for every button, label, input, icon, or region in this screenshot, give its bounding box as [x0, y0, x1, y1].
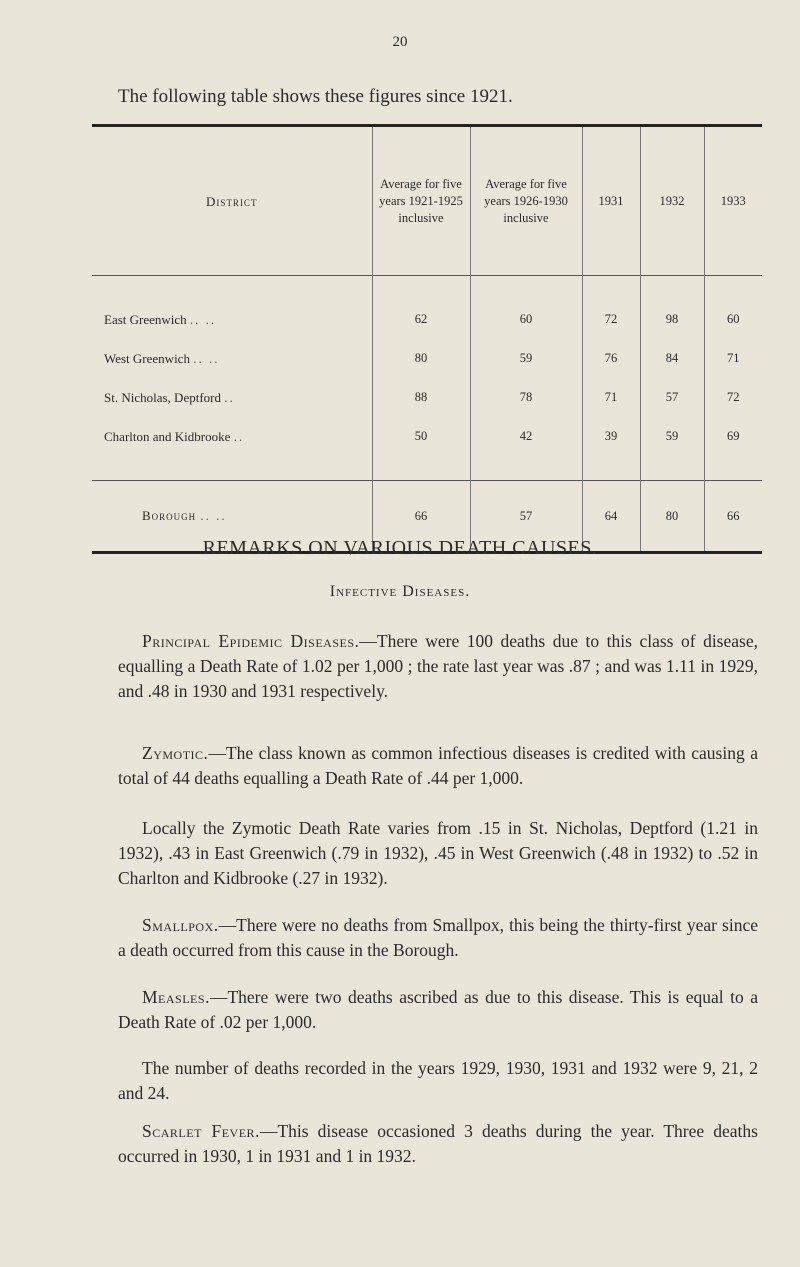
- cell: 72: [582, 300, 640, 339]
- cell: 50: [372, 417, 470, 456]
- cell: 80: [372, 339, 470, 378]
- row-name: East Greenwich: [104, 311, 187, 327]
- cell: 64: [582, 481, 640, 551]
- cell: 88: [372, 378, 470, 417]
- cell: 98: [640, 300, 704, 339]
- paragraph-scarlet-fever: Scarlet Fever.—This disease occasioned 3 deaths during the year. Three deaths occurred in 1930, 1 in 1931 and 1 in 1932.: [118, 1121, 758, 1166]
- table-header-row: [92, 127, 762, 276]
- mortality-table: [92, 124, 762, 554]
- cell: 60: [704, 300, 762, 339]
- header-1932: 1932: [640, 127, 704, 276]
- paragraph-measles: Measles.—There were two deaths ascribed as due to this disease. This is equal to a Death Rate of .02 per 1,000.: [118, 987, 758, 1032]
- cell: 59: [640, 417, 704, 456]
- header-1931: 1931: [582, 127, 640, 276]
- cell: 60: [470, 300, 582, 339]
- cell: 57: [640, 378, 704, 417]
- table-row: East Greenwich .. .. 62 60 72 98 60: [92, 300, 762, 339]
- table-row: West Greenwich .. .. 80 59 76 84 71: [92, 339, 762, 378]
- paragraph-smallpox: Smallpox.—There were no deaths from Smallpox, this being the thirty-first year since a death occurred from this cause in the Borough.: [118, 915, 758, 960]
- section-heading: REMARKS ON VARIOUS DEATH CAUSES.: [202, 537, 598, 559]
- paragraph-zymotic: Zymotic.—The class known as common infectious diseases is credited with causing a total of 44 deaths equalling a Death Rate of .44 per 1,000.: [118, 743, 758, 788]
- section-subheading: Infective Diseases.: [329, 583, 471, 600]
- paragraph-principal-epidemic: Principal Epidemic Diseases.—There were 100 deaths due to this class of disease, equalling a Death Rate of 1.02 per 1,000 ; the rate last year was .87 ; and was 1.11 in 1929, and .48 in 1930 and 1931 respectively.: [118, 631, 758, 701]
- row-name: West Greenwich: [104, 350, 190, 366]
- paragraph-measles-history: The number of deaths recorded in the years 1929, 1930, 1931 and 1932 were 9, 21, 2 and 24.: [118, 1058, 758, 1103]
- cell: 39: [582, 417, 640, 456]
- header-district: District: [206, 193, 258, 209]
- page-number: 20: [392, 34, 408, 50]
- cell: 78: [470, 378, 582, 417]
- cell: 66: [704, 481, 762, 551]
- table-row-borough: Borough .. .. 66 57 64 80 66: [92, 481, 762, 551]
- intro-text: The following table shows these figures since 1921.: [118, 86, 513, 107]
- table-row: Charlton and Kidbrooke .. 50 42 39 59 69: [92, 417, 762, 456]
- header-1933: 1933: [704, 127, 762, 276]
- cell: 71: [704, 339, 762, 378]
- header-avg-1921-1925: Average for five years 1921-1925 inclusive: [372, 127, 470, 276]
- table-row: St. Nicholas, Deptford .. 88 78 71 57 72: [92, 378, 762, 417]
- cell: 84: [640, 339, 704, 378]
- cell: 42: [470, 417, 582, 456]
- cell: 80: [640, 481, 704, 551]
- paragraph-zymotic-local: Locally the Zymotic Death Rate varies from .15 in St. Nicholas, Deptford (1.21 in 1932), .43 in East Greenwich (.79 in 1932), .45 in West Greenwich (.48 in 1932) to .52 in Charlton and Kidbrooke (.27 in 1932).: [118, 818, 758, 888]
- row-name: Charlton and Kidbrooke: [104, 428, 231, 444]
- cell: 59: [470, 339, 582, 378]
- cell: 66: [372, 481, 470, 551]
- cell: 72: [704, 378, 762, 417]
- borough-name: Borough: [142, 508, 197, 523]
- header-avg-1926-1930: Average for five years 1926-1930 inclusive: [470, 127, 582, 276]
- cell: 62: [372, 300, 470, 339]
- row-name: St. Nicholas, Deptford: [104, 389, 221, 405]
- cell: 69: [704, 417, 762, 456]
- cell: 76: [582, 339, 640, 378]
- cell: 57: [470, 481, 582, 551]
- cell: 71: [582, 378, 640, 417]
